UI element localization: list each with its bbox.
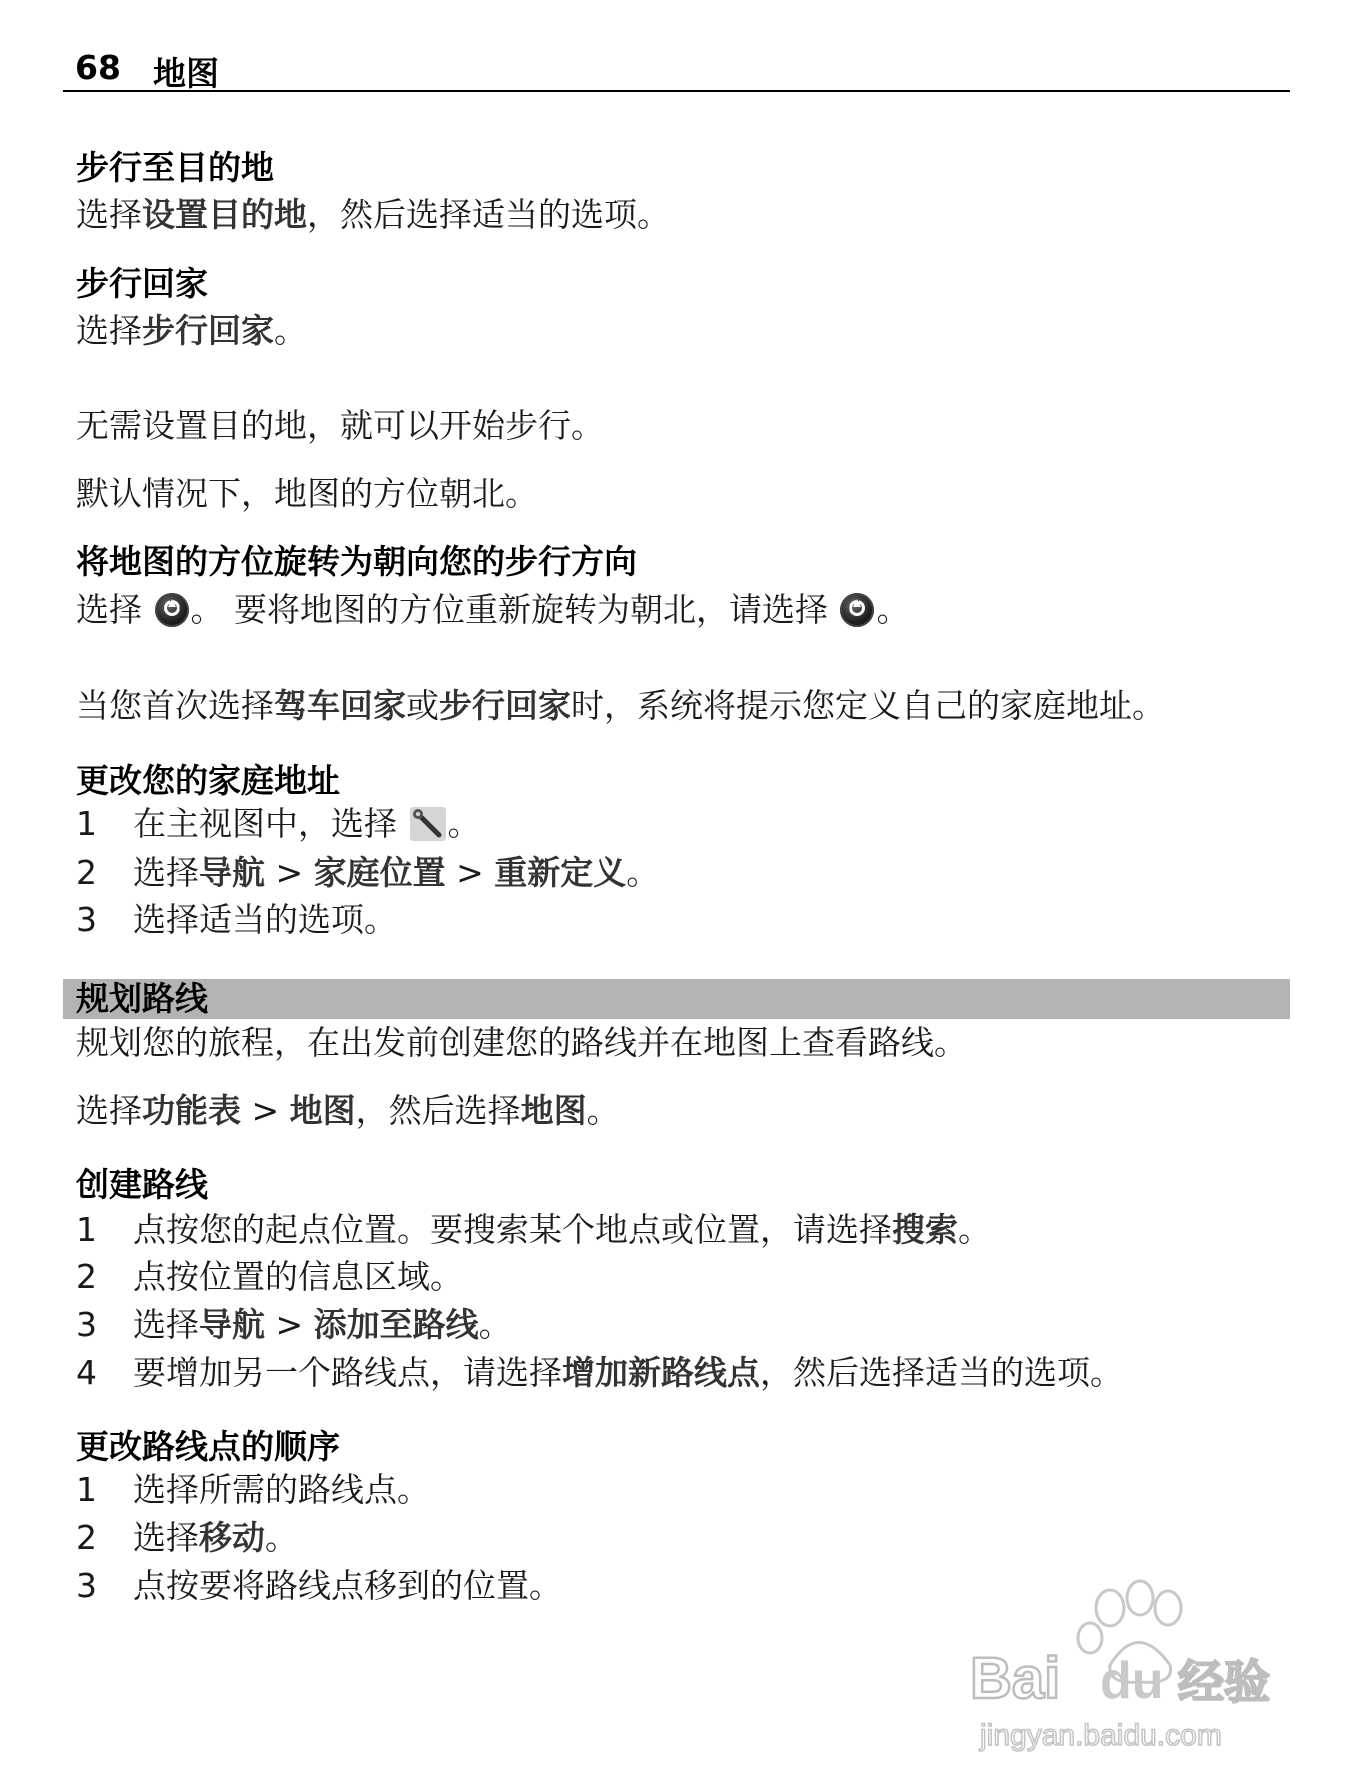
- watermark-url: jingyan.baidu.com: [980, 1719, 1222, 1752]
- reorder-step-3: 3 点按要将路线点移到的位置。: [76, 1566, 562, 1605]
- no-destination-paragraph: 无需设置目的地，就可以开始步行。: [76, 406, 604, 445]
- create-route-heading: 创建路线: [76, 1165, 208, 1204]
- watermark-brand: Bai: [970, 1646, 1061, 1711]
- change-home-step-1: 1 在主视图中，选择 。: [76, 804, 481, 843]
- compass-icon: [155, 593, 189, 627]
- plan-route-section-title: 规划路线: [76, 979, 208, 1018]
- change-home-heading: 更改您的家庭地址: [76, 761, 340, 800]
- walk-to-destination-heading: 步行至目的地: [76, 148, 274, 187]
- watermark-brand-2: du: [1100, 1652, 1164, 1710]
- walk-home-text: 选择步行回家。: [76, 311, 307, 350]
- watermark-cn: 经验: [1178, 1655, 1270, 1709]
- create-route-step-1: 1 点按您的起点位置。要搜索某个地点或位置，请选择搜索。: [76, 1210, 991, 1249]
- wrench-icon: [410, 807, 446, 841]
- plan-route-select: 选择功能表 > 地图，然后选择地图。: [76, 1091, 620, 1130]
- walk-to-destination-text: 选择设置目的地，然后选择适当的选项。: [76, 195, 670, 234]
- reorder-step-2: 2 选择移动。: [76, 1518, 298, 1557]
- page-header: [63, 44, 1290, 92]
- rotate-heading: 将地图的方位旋转为朝向您的步行方向: [76, 542, 637, 581]
- rotate-text: 选择 。 要将地图的方位重新旋转为朝北，请选择 。: [76, 590, 910, 629]
- reorder-heading: 更改路线点的顺序: [76, 1427, 340, 1466]
- baidu-watermark-logo: [960, 1560, 1290, 1760]
- reorder-step-1: 1 选择所需的路线点。: [76, 1470, 430, 1509]
- compass-icon: [840, 593, 874, 627]
- create-route-step-3: 3 选择导航 > 添加至路线。: [76, 1305, 512, 1344]
- default-north-paragraph: 默认情况下，地图的方位朝北。: [76, 474, 538, 513]
- create-route-step-2: 2 点按位置的信息区域。: [76, 1257, 463, 1296]
- plan-route-section-bar: [63, 979, 1290, 1019]
- change-home-step-3: 3 选择适当的选项。: [76, 900, 397, 939]
- page-number: 68: [75, 48, 121, 87]
- create-route-step-4: 4 要增加另一个路线点，请选择增加新路线点，然后选择适当的选项。: [76, 1353, 1123, 1392]
- change-home-step-2: 2 选择导航 > 家庭位置 > 重新定义。: [76, 853, 660, 892]
- first-time-paragraph: 当您首次选择驾车回家或步行回家时，系统将提示您定义自己的家庭地址。: [76, 686, 1165, 725]
- plan-route-intro: 规划您的旅程，在出发前创建您的路线并在地图上查看路线。: [76, 1023, 967, 1062]
- walk-home-heading: 步行回家: [76, 264, 208, 303]
- set-destination-command: 设置目的地: [142, 195, 307, 234]
- walk-home-command: 步行回家: [142, 311, 274, 350]
- page-title: 地图: [153, 54, 219, 93]
